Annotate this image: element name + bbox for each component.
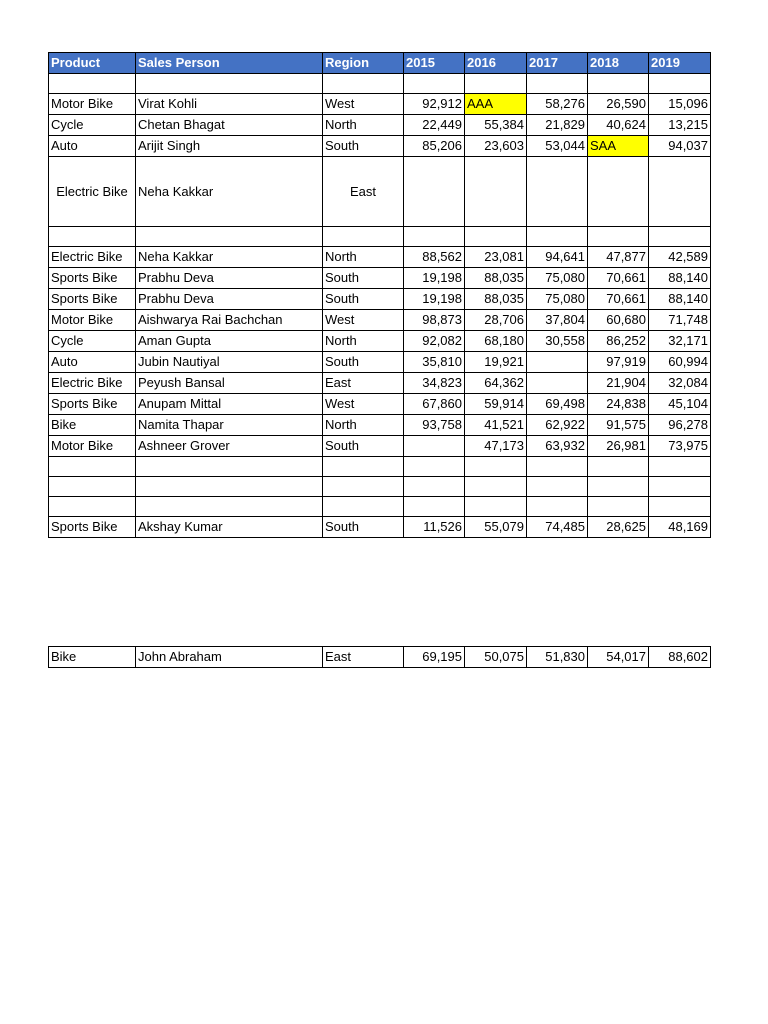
cell[interactable]: 41,521 [465,415,527,436]
cell[interactable]: 88,602 [649,647,711,668]
cell[interactable]: Cycle [49,115,136,136]
cell[interactable]: South [323,136,404,157]
cell[interactable]: Motor Bike [49,94,136,115]
table-row [49,647,711,668]
cell[interactable]: Electric Bike [49,157,136,227]
cell[interactable]: 26,590 [588,94,649,115]
cell[interactable]: 98,873 [404,310,465,331]
cell[interactable]: Motor Bike [49,436,136,457]
table-row [49,289,711,310]
cell[interactable]: North [323,415,404,436]
cell[interactable]: 55,079 [465,517,527,538]
cell[interactable] [404,157,465,227]
cell[interactable] [49,457,136,477]
cell[interactable]: 59,914 [465,394,527,415]
cell[interactable]: 74,485 [527,517,588,538]
cell[interactable]: Cycle [49,331,136,352]
cell[interactable]: Sports Bike [49,517,136,538]
cell[interactable] [527,373,588,394]
cell[interactable] [527,352,588,373]
cell[interactable]: Electric Bike [49,247,136,268]
cell[interactable]: North [323,115,404,136]
cell[interactable]: 96,278 [649,415,711,436]
cell[interactable] [323,457,404,477]
cell[interactable]: 37,804 [527,310,588,331]
cell[interactable]: 71,748 [649,310,711,331]
cell[interactable] [465,227,527,247]
cell[interactable] [404,497,465,517]
cell[interactable] [465,157,527,227]
cell[interactable]: West [323,94,404,115]
cell[interactable]: 22,449 [404,115,465,136]
cell[interactable]: 32,084 [649,373,711,394]
cell[interactable] [136,227,323,247]
cell[interactable]: Sports Bike [49,268,136,289]
cell[interactable]: Jubin Nautiyal [136,352,323,373]
table-row [49,436,711,457]
cell[interactable] [136,74,323,94]
cell[interactable] [323,74,404,94]
cell[interactable]: 69,195 [404,647,465,668]
cell[interactable] [323,227,404,247]
cell[interactable]: Anupam Mittal [136,394,323,415]
cell[interactable]: 26,981 [588,436,649,457]
cell[interactable]: Aman Gupta [136,331,323,352]
cell[interactable]: 35,810 [404,352,465,373]
cell[interactable]: 21,829 [527,115,588,136]
cell[interactable]: 88,140 [649,289,711,310]
cell[interactable]: North [323,247,404,268]
cell[interactable] [588,457,649,477]
cell[interactable]: 94,037 [649,136,711,157]
table-row [49,310,711,331]
table-row [49,497,711,517]
cell[interactable]: South [323,517,404,538]
cell[interactable]: 70,661 [588,289,649,310]
table-row [49,74,711,94]
cell[interactable]: 28,706 [465,310,527,331]
cell[interactable]: 47,877 [588,247,649,268]
cell[interactable]: Motor Bike [49,310,136,331]
table-row [49,517,711,538]
cell[interactable] [49,227,136,247]
cell[interactable]: 47,173 [465,436,527,457]
cell[interactable]: 11,526 [404,517,465,538]
header-2017[interactable]: 2017 [527,53,588,74]
cell[interactable]: 13,215 [649,115,711,136]
cell[interactable] [649,74,711,94]
cell[interactable]: Aishwarya Rai Bachchan [136,310,323,331]
cell[interactable]: 88,562 [404,247,465,268]
cell[interactable]: 63,932 [527,436,588,457]
cell[interactable]: 93,758 [404,415,465,436]
cell[interactable] [527,457,588,477]
cell[interactable] [49,477,136,497]
cell[interactable]: 64,362 [465,373,527,394]
cell[interactable]: North [323,331,404,352]
cell[interactable]: 85,206 [404,136,465,157]
cell[interactable] [588,227,649,247]
cell[interactable]: West [323,394,404,415]
cell[interactable] [465,497,527,517]
cell[interactable]: 34,823 [404,373,465,394]
cell[interactable]: 40,624 [588,115,649,136]
cell[interactable]: 32,171 [649,331,711,352]
cell[interactable]: SAA [588,136,649,157]
cell[interactable]: Auto [49,352,136,373]
table-row [49,394,711,415]
cell[interactable]: 45,104 [649,394,711,415]
cell[interactable]: Prabhu Deva [136,268,323,289]
cell[interactable]: East [323,373,404,394]
cell[interactable]: 70,661 [588,268,649,289]
cell[interactable]: 97,919 [588,352,649,373]
cell[interactable] [649,157,711,227]
cell[interactable]: 75,080 [527,268,588,289]
cell[interactable]: 48,169 [649,517,711,538]
cell[interactable]: 68,180 [465,331,527,352]
cell[interactable]: Bike [49,647,136,668]
table-row [49,94,711,115]
cell[interactable]: West [323,310,404,331]
cell[interactable]: 51,830 [527,647,588,668]
header-2018[interactable]: 2018 [588,53,649,74]
cell[interactable]: 15,096 [649,94,711,115]
cell[interactable]: 19,198 [404,268,465,289]
cell[interactable]: 69,498 [527,394,588,415]
header-2015[interactable]: 2015 [404,53,465,74]
cell[interactable]: 88,035 [465,289,527,310]
cell[interactable]: 60,680 [588,310,649,331]
cell[interactable] [649,457,711,477]
cell[interactable] [588,157,649,227]
table-row [49,157,711,227]
cell[interactable] [404,477,465,497]
cell[interactable]: 28,625 [588,517,649,538]
table-row [49,115,711,136]
cell[interactable]: South [323,289,404,310]
cell[interactable]: Akshay Kumar [136,517,323,538]
cell[interactable]: Sports Bike [49,394,136,415]
cell[interactable] [323,477,404,497]
cell[interactable] [404,457,465,477]
cell[interactable]: 54,017 [588,647,649,668]
extra-sales-table [48,646,711,668]
cell[interactable]: 53,044 [527,136,588,157]
cell[interactable]: Neha Kakkar [136,247,323,268]
cell[interactable]: 73,975 [649,436,711,457]
cell[interactable]: 21,904 [588,373,649,394]
sales-table [48,52,711,538]
cell[interactable]: 24,838 [588,394,649,415]
cell[interactable] [49,497,136,517]
cell[interactable] [527,157,588,227]
cell[interactable]: 42,589 [649,247,711,268]
cell[interactable]: 75,080 [527,289,588,310]
cell[interactable]: 19,198 [404,289,465,310]
header-2016[interactable]: 2016 [465,53,527,74]
cell[interactable] [527,227,588,247]
cell[interactable]: 30,558 [527,331,588,352]
table-row [49,457,711,477]
cell[interactable]: 91,575 [588,415,649,436]
cell[interactable]: South [323,352,404,373]
cell[interactable]: 19,921 [465,352,527,373]
header-region[interactable]: Region [323,53,404,74]
cell[interactable]: 60,994 [649,352,711,373]
cell[interactable]: Electric Bike [49,373,136,394]
cell[interactable]: East [323,647,404,668]
cell[interactable]: Peyush Bansal [136,373,323,394]
cell[interactable]: Bike [49,415,136,436]
cell[interactable]: AAA [465,94,527,115]
header-sales-person[interactable]: Sales Person [136,53,323,74]
cell[interactable]: Arijit Singh [136,136,323,157]
cell[interactable]: 23,603 [465,136,527,157]
cell[interactable] [136,477,323,497]
cell[interactable]: 67,860 [404,394,465,415]
table-row [49,331,711,352]
header-product[interactable]: Product [49,53,136,74]
cell[interactable]: 62,922 [527,415,588,436]
cell[interactable]: 86,252 [588,331,649,352]
cell[interactable] [404,227,465,247]
cell[interactable] [323,497,404,517]
cell[interactable]: 50,075 [465,647,527,668]
cell[interactable] [649,477,711,497]
cell[interactable]: Sports Bike [49,289,136,310]
cell[interactable]: 88,140 [649,268,711,289]
cell[interactable] [136,457,323,477]
cell[interactable] [527,497,588,517]
table-row [49,415,711,436]
table-row [49,477,711,497]
cell[interactable]: 94,641 [527,247,588,268]
table-row [49,352,711,373]
cell[interactable] [588,477,649,497]
cell[interactable] [588,497,649,517]
cell[interactable] [465,457,527,477]
cell[interactable]: 55,384 [465,115,527,136]
cell[interactable]: Chetan Bhagat [136,115,323,136]
cell[interactable] [588,74,649,94]
cell[interactable] [649,497,711,517]
cell[interactable]: 92,082 [404,331,465,352]
table-row [49,247,711,268]
cell[interactable]: South [323,268,404,289]
cell[interactable]: 88,035 [465,268,527,289]
cell[interactable]: John Abraham [136,647,323,668]
cell[interactable] [136,497,323,517]
table-row [49,373,711,394]
cell[interactable]: Prabhu Deva [136,289,323,310]
cell[interactable] [404,436,465,457]
cell[interactable] [465,477,527,497]
table-row [49,227,711,247]
header-2019[interactable]: 2019 [649,53,711,74]
cell[interactable]: 92,912 [404,94,465,115]
cell[interactable]: South [323,436,404,457]
cell[interactable]: Namita Thapar [136,415,323,436]
cell[interactable] [649,227,711,247]
cell[interactable] [527,74,588,94]
cell[interactable]: East [323,157,404,227]
cell[interactable]: Virat Kohli [136,94,323,115]
table-row [49,136,711,157]
cell[interactable]: 23,081 [465,247,527,268]
cell[interactable] [527,477,588,497]
cell[interactable]: 58,276 [527,94,588,115]
header-row [49,53,711,74]
cell[interactable] [49,74,136,94]
cell[interactable]: Neha Kakkar [136,157,323,227]
cell[interactable] [465,74,527,94]
cell[interactable]: Ashneer Grover [136,436,323,457]
table-row [49,268,711,289]
cell[interactable] [404,74,465,94]
cell[interactable]: Auto [49,136,136,157]
